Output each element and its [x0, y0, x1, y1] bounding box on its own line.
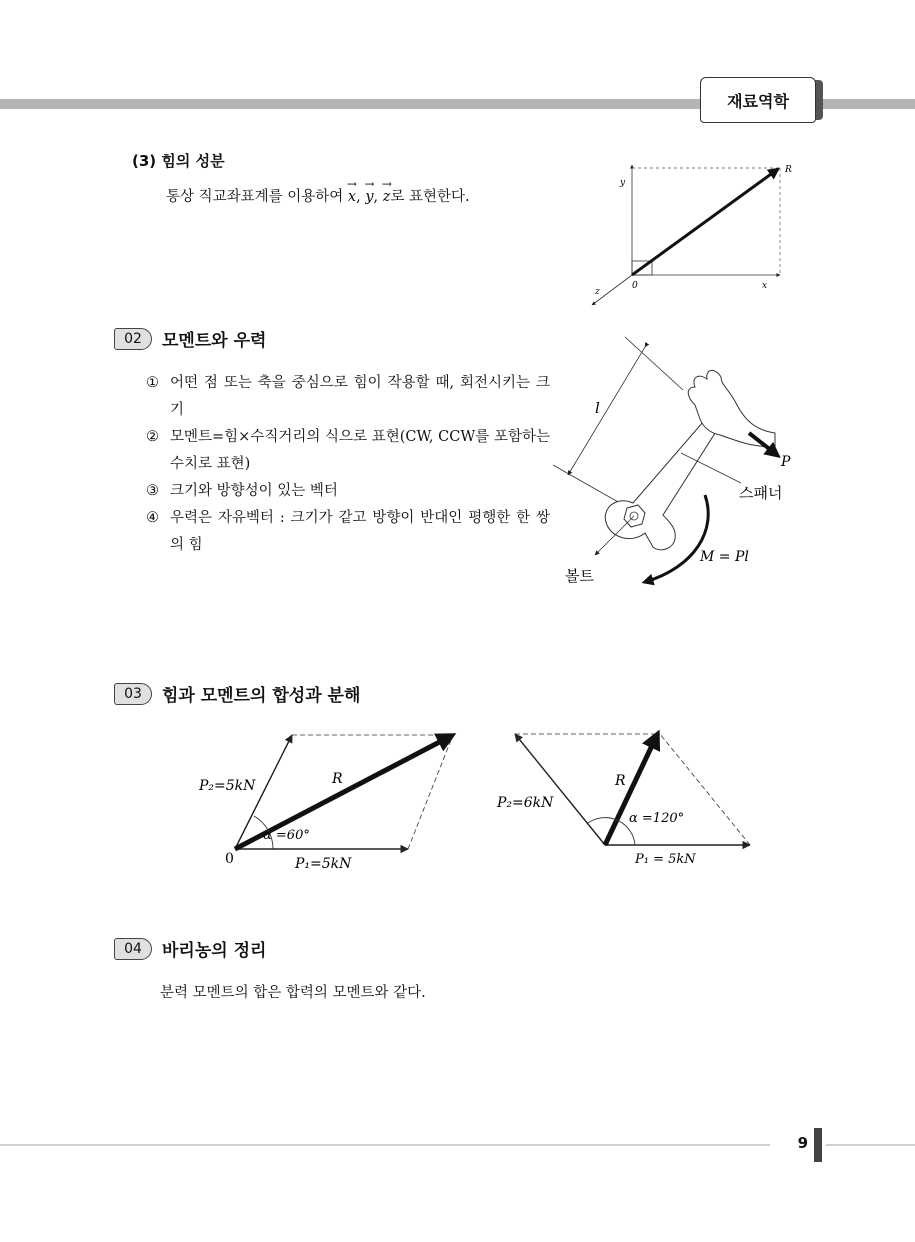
p2-vector-right: [515, 734, 605, 845]
force-components-heading: (3) 힘의 성분: [132, 152, 225, 170]
parallelogram-left: [195, 725, 465, 885]
label-moment: M = Pl: [700, 549, 749, 565]
parallelogram-right: [495, 725, 765, 885]
label-z: z: [595, 287, 600, 297]
vector-z: → z: [381, 177, 392, 205]
vector-y: → y: [364, 177, 375, 205]
label-alpha-right: α =120°: [629, 811, 685, 826]
dim-line: [568, 347, 645, 475]
label-x: x: [762, 281, 768, 291]
label-p1-right: P₁ = 5kN: [635, 852, 696, 867]
label-l: l: [595, 399, 600, 417]
label-r-right: R: [615, 773, 626, 789]
section-03-heading: [114, 681, 360, 706]
label-y: y: [620, 178, 626, 188]
section-04-title: 바리농의 정리: [162, 941, 267, 961]
vector-x: → x: [346, 177, 357, 205]
label-p: P: [781, 454, 791, 470]
list-item: ① 어떤 점 또는 축을 중심으로 힘이 작용할 때, 회전시키는 크기: [146, 375, 550, 418]
chapter-tab: [700, 77, 816, 123]
dashed-right-right: [660, 734, 750, 845]
force-components-text: 통상 직교좌표계를 이용하여 → x, → y, → z로 표현한다.: [166, 184, 470, 210]
page-number: 9: [797, 1134, 808, 1152]
label-spanner: 스패너: [739, 484, 783, 502]
section-04-heading: [114, 936, 266, 961]
section-03-number: 03: [114, 683, 152, 705]
section-03-title: 힘과 모멘트의 합성과 분해: [162, 686, 361, 706]
label-p2-right: P₂=6kN: [497, 795, 554, 811]
list-item: ③ 크기와 방향성이 있는 벡터: [146, 483, 338, 499]
chapter-title: 재료역학: [727, 91, 789, 111]
label-r: R: [785, 165, 792, 175]
section-04-number: 04: [114, 938, 152, 960]
label-bolt: 볼트: [565, 567, 594, 585]
varignon-text: 분력 모멘트의 합은 합력의 모멘트와 같다.: [160, 985, 426, 1001]
wrench-figure: [545, 335, 815, 595]
moment-list: [146, 370, 550, 559]
section-02-heading: [114, 326, 266, 351]
section-02-title: 모멘트와 우력: [162, 331, 267, 351]
footer-line-right: [826, 1144, 915, 1146]
label-alpha-left: α =60°: [263, 828, 310, 843]
label-origin-left: 0: [225, 851, 234, 867]
list-item: ④ 우력은 자유벡터 : 크기가 같고 방향이 반대인 평행한 한 쌍의 힘: [146, 510, 550, 553]
label-r-left: R: [332, 771, 343, 787]
label-p1-left: P₁=5kN: [295, 856, 352, 872]
coordinate-figure: [580, 160, 800, 310]
wrench-handle: [605, 422, 717, 550]
page-number-bar: [814, 1128, 822, 1162]
dashed-right-left: [408, 735, 453, 849]
section-02-number: 02: [114, 328, 152, 350]
resultant-right: [605, 735, 657, 845]
list-item: ② 모멘트=힘×수직거리의 식으로 표현(CW, CCW를 포함하는 수치로 표현): [146, 429, 550, 472]
label-o: 0: [632, 281, 638, 291]
dim-ext-top: [625, 337, 683, 390]
footer-line: [0, 1144, 770, 1146]
resultant-vector: [632, 169, 778, 275]
dim-ext-bottom: [553, 465, 627, 507]
label-p2-left: P₂=5kN: [199, 778, 256, 794]
